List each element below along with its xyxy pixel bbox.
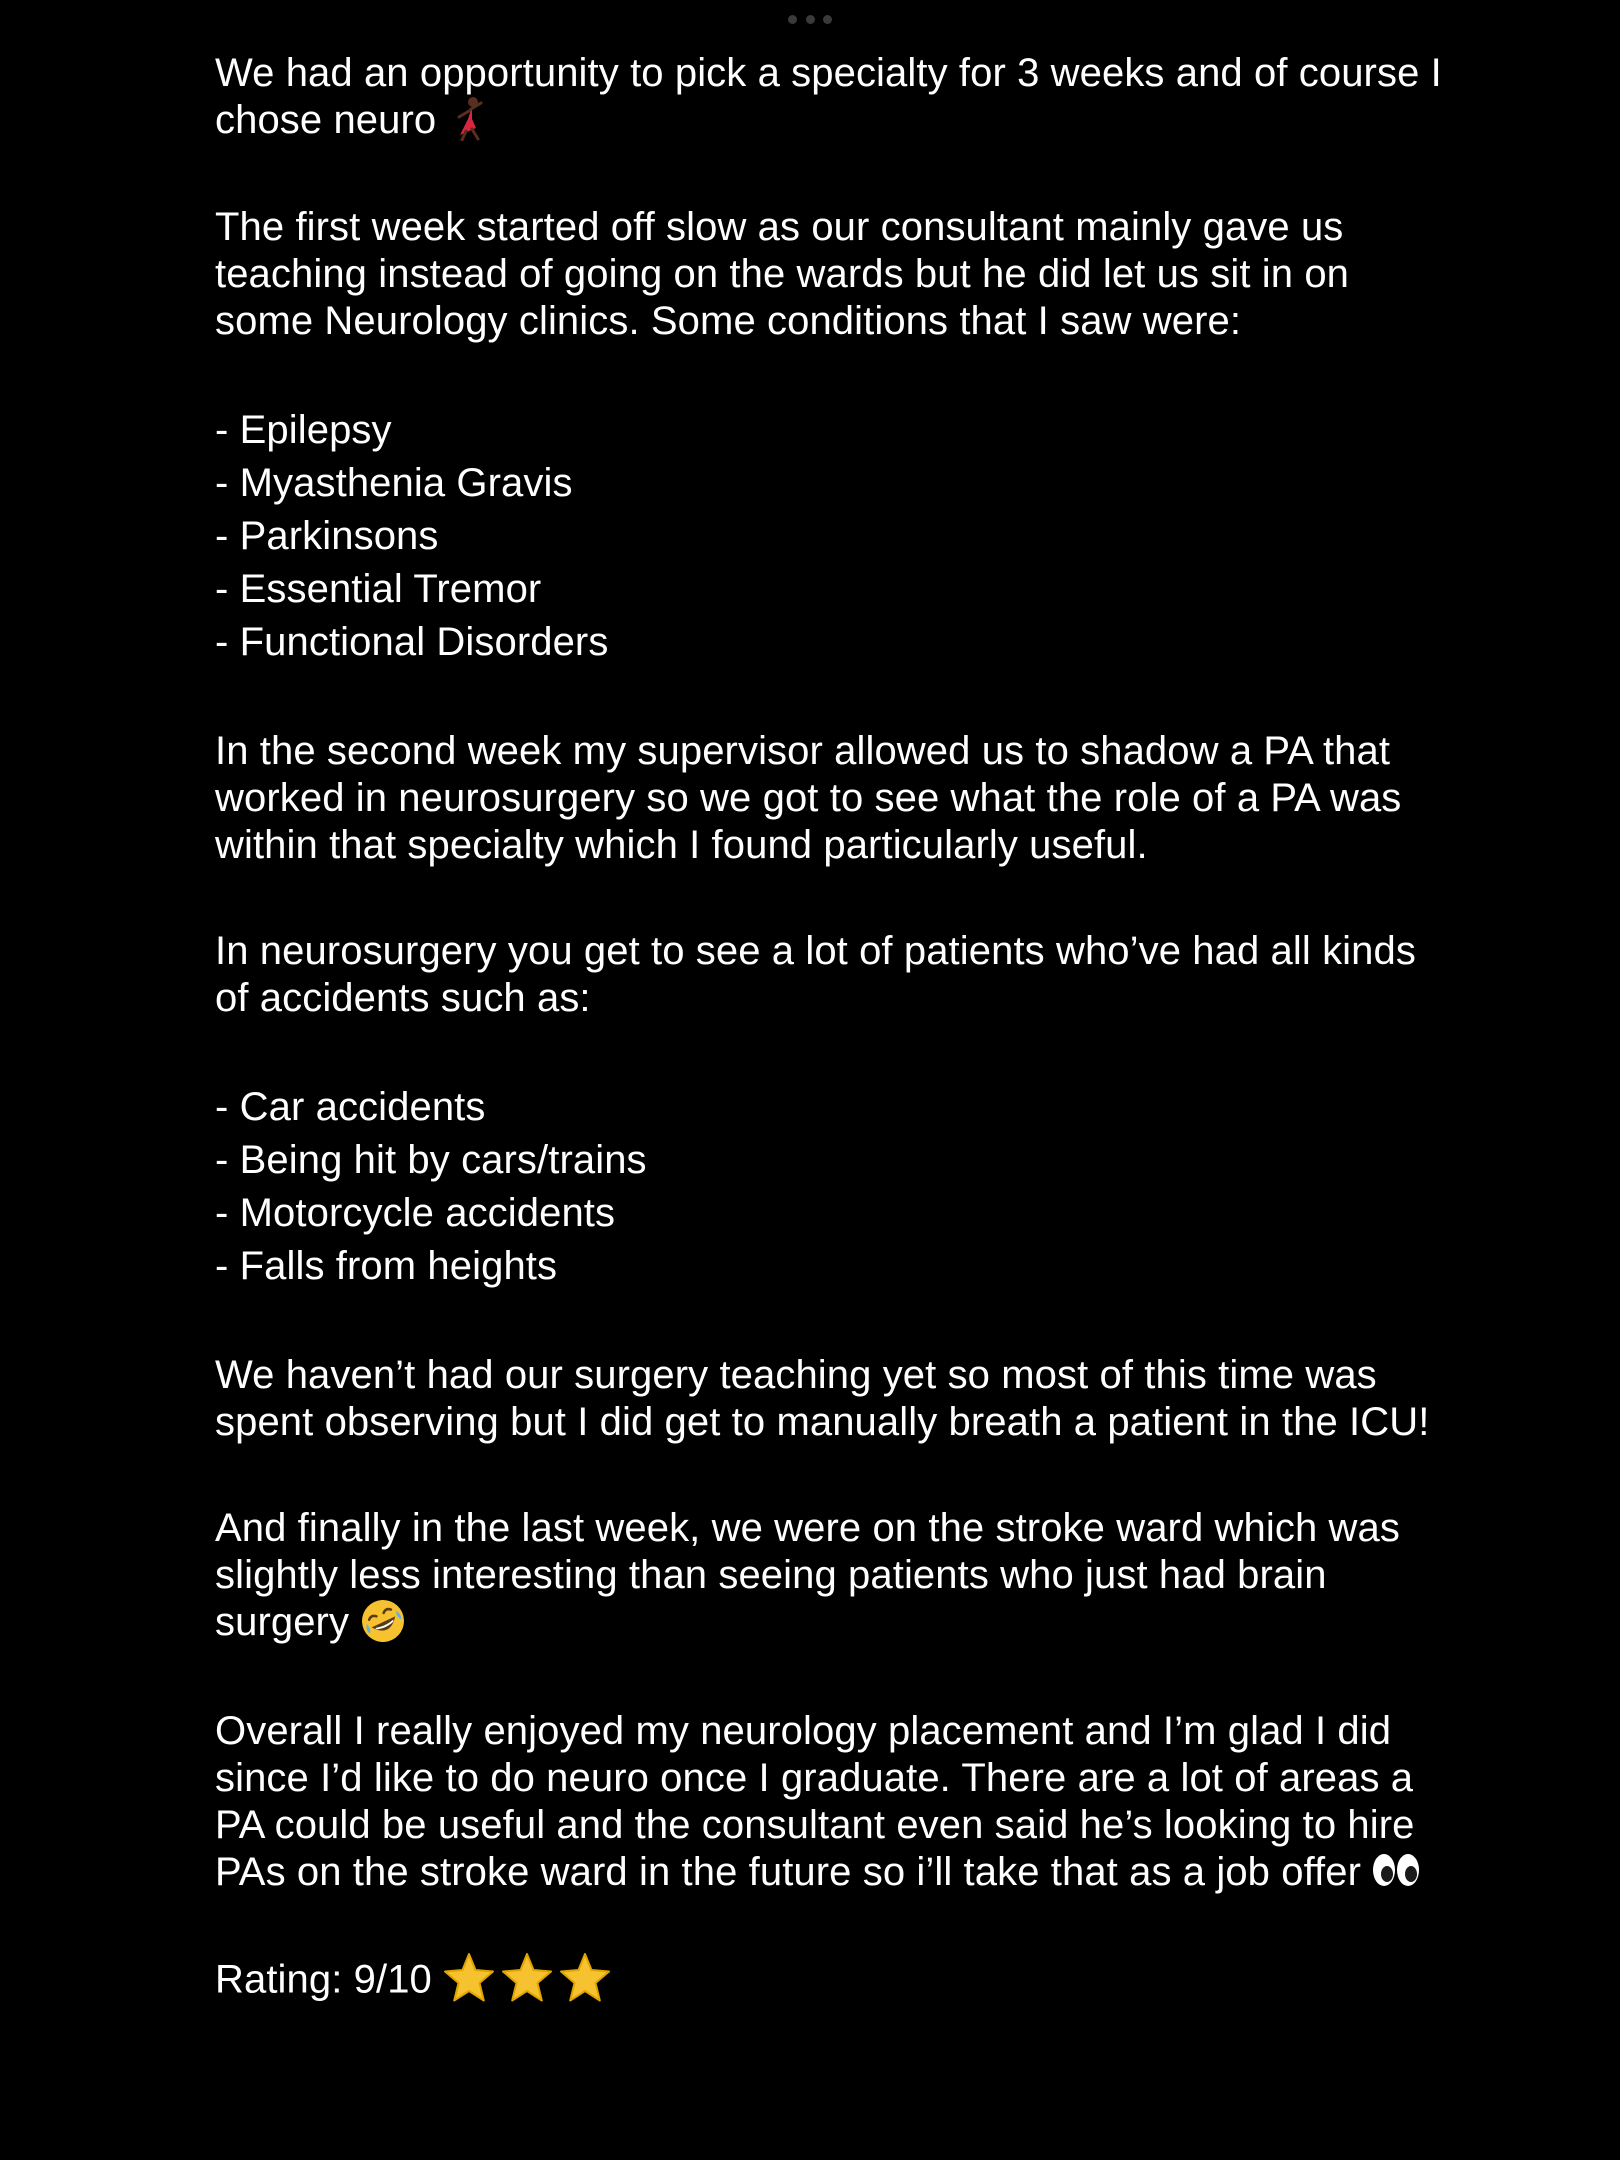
eyes-emoji-icon [1371,1850,1421,1890]
intro-text: We had an opportunity to pick a specialty for 3 weeks and of course I chose neuro [215,51,1442,142]
note-body[interactable] [215,50,1455,2009]
accidents-list [215,1081,1455,1293]
list-item: - Myasthenia Gravis [215,461,573,506]
list-item: - Essential Tremor [215,567,542,612]
drag-handle-dot [806,15,815,24]
star-icon [442,1951,496,2005]
conditions-list [215,404,1455,669]
intro-paragraph [215,50,1455,145]
list-item: - Parkinsons [215,514,439,559]
drag-handle-dot [788,15,797,24]
list-item: - Being hit by cars/trains [215,1138,647,1183]
star-icon [558,1951,612,2005]
list-item: - Car accidents [215,1085,486,1130]
drag-handle[interactable] [788,14,832,24]
drag-handle-dot [823,15,832,24]
overall-paragraph [215,1708,1455,1896]
rating-line [215,1955,1455,2009]
list-item: - Functional Disorders [215,620,609,665]
week3-paragraph [215,1505,1455,1648]
list-item: - Motorcycle accidents [215,1191,616,1236]
week1-paragraph: The first week started off slow as our consultant mainly gave us teaching instead of going on the wards but he did let us sit in on some Neurology clinics. Some conditions that I saw were: [215,205,1350,344]
list-item: - Epilepsy [215,408,392,453]
neurosurgery-paragraph: In neurosurgery you get to see a lot of patients who’ve had all kinds of accidents such as: [215,929,1416,1021]
week2-paragraph: In the second week my supervisor allowed us to shadow a PA that worked in neurosurgery so we got to see what the role of a PA was within that specialty which I found particularly useful. [215,729,1402,868]
rating-text: Rating: 9/10 [215,1957,432,2002]
dancer-emoji-icon [446,95,492,141]
overall-text: Overall I really enjoyed my neurology placement and I’m glad I did since I’d like to do neuro once I graduate. There are a lot of areas a PA could be useful and the consultant even said he’s looking to hire PAs on the stroke ward in the future so i’ll take that as a job offer [215,1708,1415,1894]
rofl-emoji-icon [359,1597,407,1645]
rating-stars [442,1951,612,2005]
week3-text: And finally in the last week, we were on the stroke ward which was slightly less interesting than seeing patients who just had brain surgery [215,1506,1400,1645]
star-icon [500,1951,554,2005]
surgery-paragraph: We haven’t had our surgery teaching yet so most of this time was spent observing but I did get to manually breath a patient in the ICU! [215,1353,1430,1445]
list-item: - Falls from heights [215,1244,558,1289]
